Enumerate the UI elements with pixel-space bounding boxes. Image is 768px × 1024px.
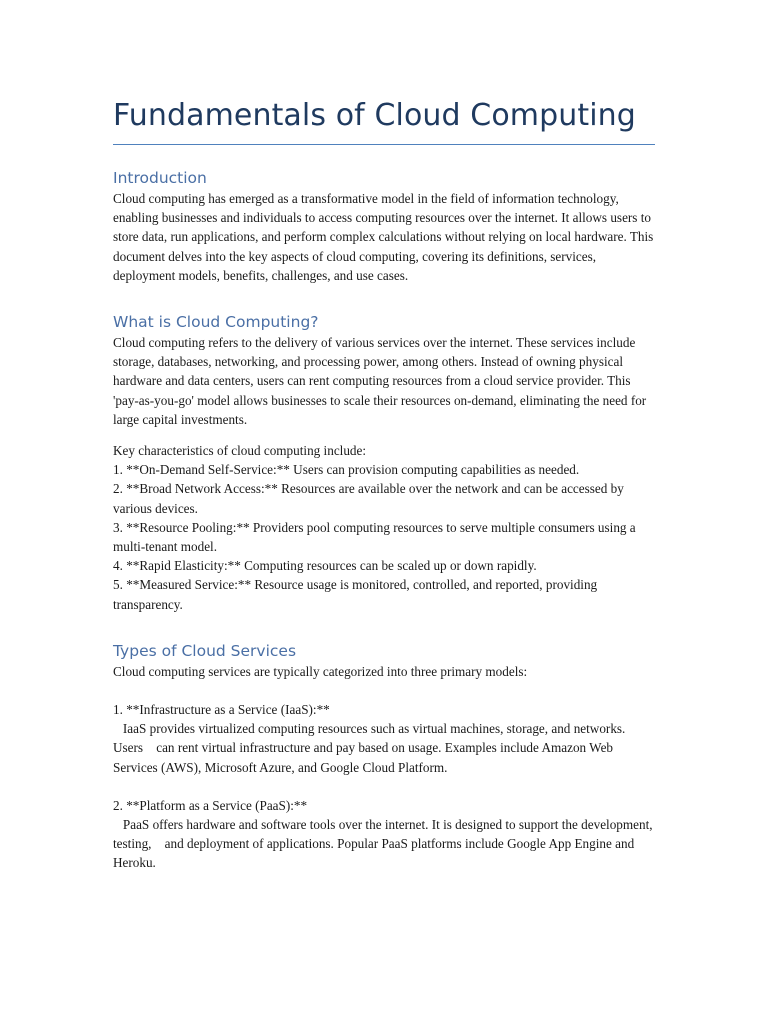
paas-description: PaaS offers hardware and software tools over the internet. It is designed to support the development, testing, and deployment of applications. Popular PaaS platforms include Google App Engine and Heroku. — [113, 817, 656, 871]
types-intro: Cloud computing services are typically categorized into three primary models: — [113, 663, 528, 679]
characteristics-list — [113, 460, 658, 614]
list-item: 1. **On-Demand Self-Service:** Users can provision computing capabilities as needed. — [113, 462, 580, 478]
section-heading-types: Types of Cloud Services — [113, 641, 297, 660]
iaas-description: IaaS provides virtualized computing resources such as virtual machines, storage, and networks. Users can rent virtual infrastructure and pay based on usage. Examples include Amazon Web Services (AWS), Microsoft Azure, and Google Cloud Platform. — [113, 721, 629, 775]
list-item: 4. **Rapid Elasticity:** Computing resources can be scaled up or down rapidly. — [113, 558, 537, 574]
list-item: 5. **Measured Service:** Resource usage is monitored, controlled, and reported, providing transparency. — [113, 577, 598, 612]
section-what-is-cloud-computing — [113, 311, 658, 614]
section-heading-what-is: What is Cloud Computing? — [113, 313, 319, 332]
characteristics-intro: Key characteristics of cloud computing include: — [113, 443, 367, 459]
list-item: 2. **Broad Network Access:** Resources are available over the network and can be accessed by various devices. — [113, 481, 624, 516]
document-page — [113, 0, 658, 873]
paas-title: 2. **Platform as a Service (PaaS):** — [113, 797, 308, 813]
section-heading-introduction: Introduction — [113, 169, 207, 187]
document-title: Fundamentals of Cloud Computing — [113, 98, 636, 133]
what-is-paragraph: Cloud computing refers to the delivery of various services over the internet. These services include storage, databases, networking, and processing power, among others. Instead of owning physical hardware and data centers, users can rent computing resources from a cloud service provider. This 'pay-as-you-go' model allows businesses to scale their resources on-demand, eliminating the need for large capital investments. — [113, 335, 647, 427]
section-types-of-cloud-services — [113, 640, 658, 873]
introduction-paragraph: Cloud computing has emerged as a transformative model in the field of information technology, enabling businesses and individuals to access computing resources over the internet. It allows users to store data, run applications, and perform complex calculations without relying on local hardware. This document delves into the key aspects of cloud computing, covering its definitions, services, deployment models, benefits, challenges, and use cases. — [113, 191, 654, 283]
section-introduction — [113, 167, 658, 285]
list-item: 3. **Resource Pooling:** Providers pool computing resources to serve multiple consumers using a multi-tenant model. — [113, 519, 636, 555]
iaas-title: 1. **Infrastructure as a Service (IaaS):** — [113, 702, 330, 718]
